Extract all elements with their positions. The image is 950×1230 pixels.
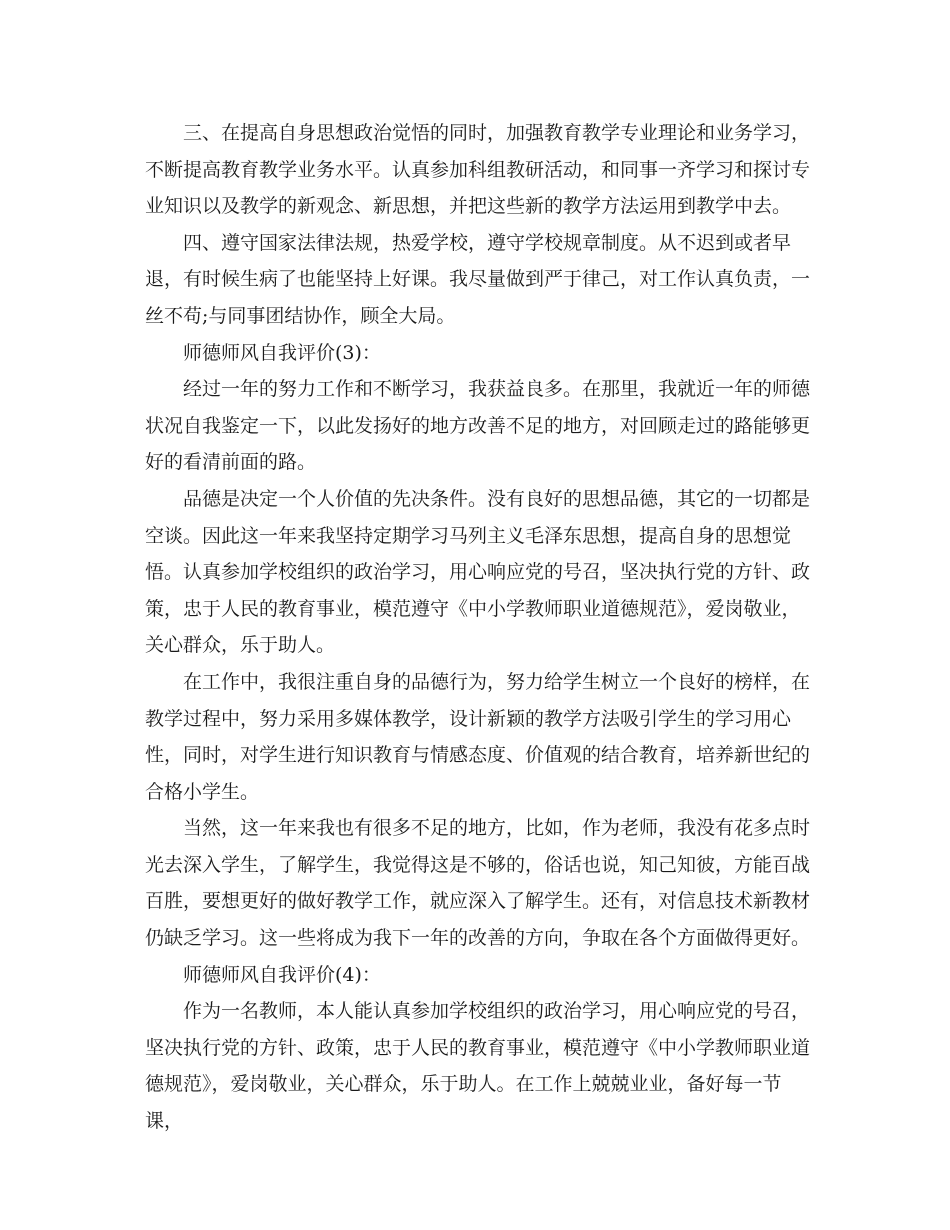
paragraph-section-three: 三、在提高自身思想政治觉悟的同时，加强教育教学专业理论和业务学习，不断提高教育教学业务水平。认真参加科组教研活动，和同事一齐学习和探讨专业知识以及教学的新观念、新思想，并把这些新的教学方法运用到教学中去。 [145,122,811,218]
paragraph-shortcomings: 当然，这一年来我也有很多不足的地方，比如，作为老师，我没有花多点时光去深入学生，了解学生，我觉得这是不够的，俗话也说，知己知彼，方能百战百胜，要想更好的做好教学工作，就应深入了解学生。还有，对信息技术新教材仍缺乏学习。这一些将成为我下一年的改善的方向，争取在各个方面做得更好。 [145,817,811,950]
heading-evaluation-4: 师德师风自我评价(4)： [183,963,381,986]
heading-evaluation-3: 师德师风自我评价(3)： [183,341,381,364]
paragraph-year-summary: 经过一年的努力工作和不断学习，我获益良多。在那里，我就近一年的师德状况自我鉴定一下，以此发扬好的地方改善不足的地方，对回顾走过的路能够更好的看清前面的路。 [145,378,811,474]
document-body [145,115,815,1140]
paragraph-section-four: 四、遵守国家法律法规，热爱学校，遵守学校规章制度。从不迟到或者早退，有时候生病了也能坚持上好课。我尽量做到严于律己，对工作认真负责，一丝不苟;与同事团结协作，顾全大局。 [145,231,811,327]
paragraph-work-conduct: 在工作中，我很注重自身的品德行为，努力给学生树立一个良好的榜样，在教学过程中，努力采用多媒体教学，设计新颖的教学方法吸引学生的学习用心性，同时，对学生进行知识教育与情感态度、价值观的结合教育，培养新世纪的合格小学生。 [145,670,811,803]
paragraph-moral-character: 品德是决定一个人价值的先决条件。没有良好的思想品德，其它的一切都是空谈。因此这一年来我坚持定期学习马列主义毛泽东思想，提高自身的思想觉悟。认真参加学校组织的政治学习，用心响应党的号召，坚决执行党的方针、政策，忠于人民的教育事业，模范遵守《中小学教师职业道德规范》，爱岗敬业，关心群众，乐于助人。 [145,487,811,657]
paragraph-teacher-duty: 作为一名教师，本人能认真参加学校组织的政治学习，用心响应党的号召，坚决执行党的方针、政策，忠于人民的教育事业，模范遵守《中小学教师职业道德规范》，爱岗敬业，关心群众，乐于助人。在工作上兢兢业业，备好每一节课， [145,1000,811,1133]
